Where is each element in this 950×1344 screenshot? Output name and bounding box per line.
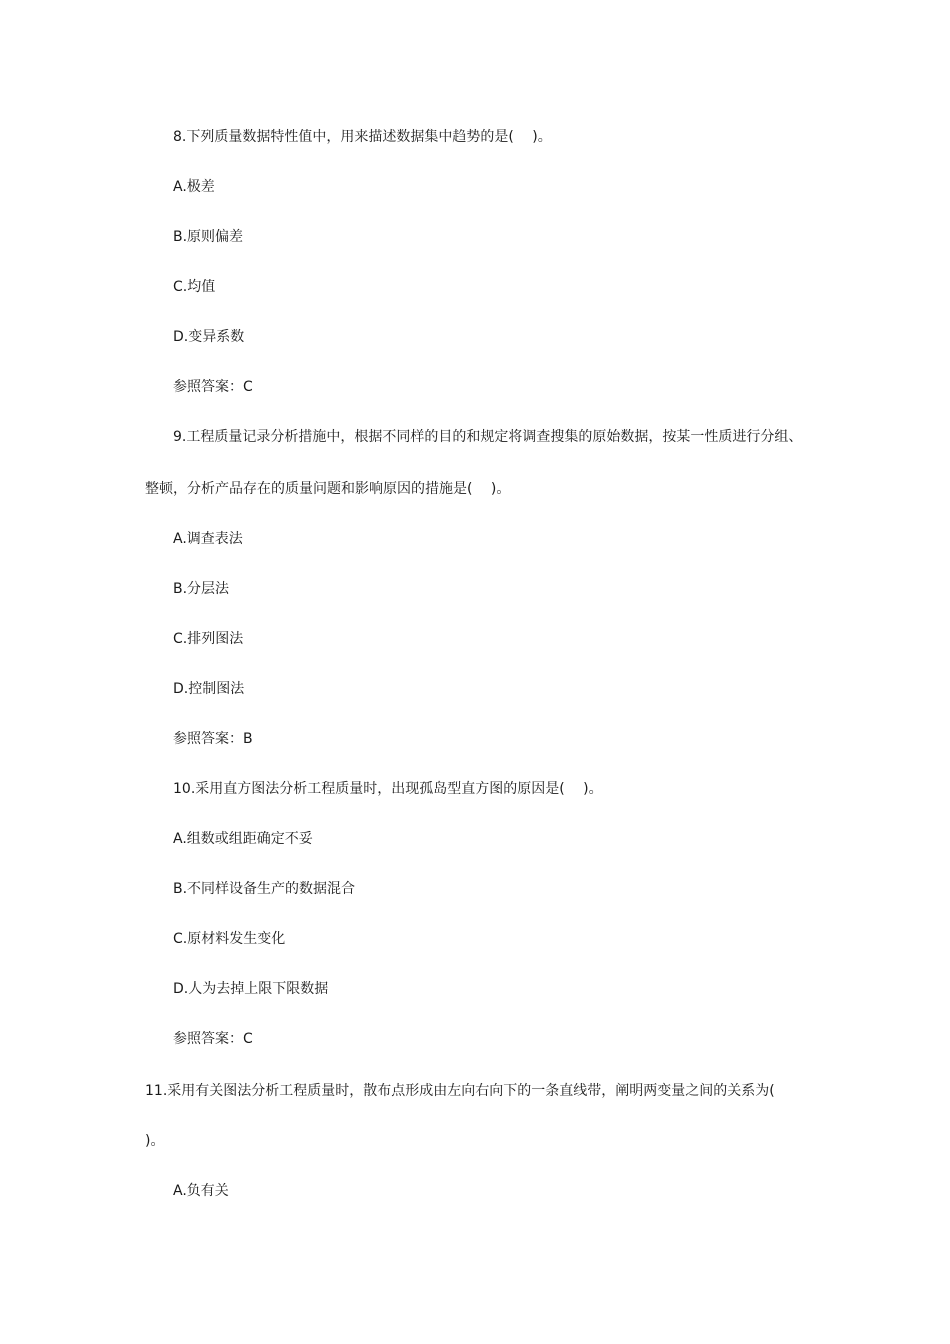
question-9-answer: 参照答案：B	[173, 731, 253, 747]
question-8-option-d: D.变异系数	[173, 329, 245, 345]
question-11-stem-line-2: )。	[145, 1133, 165, 1149]
question-8-stem: 8.下列质量数据特性值中，用来描述数据集中趋势的是( )。	[173, 129, 552, 145]
question-10-option-d: D.人为去掉上限下限数据	[173, 981, 329, 997]
question-8-answer: 参照答案：C	[173, 379, 253, 395]
question-9-stem-line-1: 9.工程质量记录分析措施中，根据不同样的目的和规定将调查搜集的原始数据，按某一性质进行分组、	[173, 429, 803, 445]
question-9-option-c: C.排列图法	[173, 631, 244, 647]
question-8-option-c: C.均值	[173, 279, 216, 295]
question-10-option-c: C.原材料发生变化	[173, 931, 286, 947]
question-8-option-b: B.原则偏差	[173, 229, 244, 245]
question-11-stem-line-1: 11.采用有关图法分析工程质量时，散布点形成由左向右向下的一条直线带，阐明两变量之间的关系为(	[145, 1083, 775, 1099]
question-9-option-d: D.控制图法	[173, 681, 245, 697]
question-10-option-a: A.组数或组距确定不妥	[173, 831, 313, 847]
question-11-option-a: A.负有关	[173, 1183, 229, 1199]
question-9-option-b: B.分层法	[173, 581, 230, 597]
question-9-stem-line-2: 整顿，分析产品存在的质量问题和影响原因的措施是( )。	[145, 481, 511, 497]
question-10-stem: 10.采用直方图法分析工程质量时，出现孤岛型直方图的原因是( )。	[173, 781, 603, 797]
question-9-option-a: A.调查表法	[173, 531, 243, 547]
question-10-answer: 参照答案：C	[173, 1031, 253, 1047]
question-8-option-a: A.极差	[173, 179, 215, 195]
question-10-option-b: B.不同样设备生产的数据混合	[173, 881, 356, 897]
